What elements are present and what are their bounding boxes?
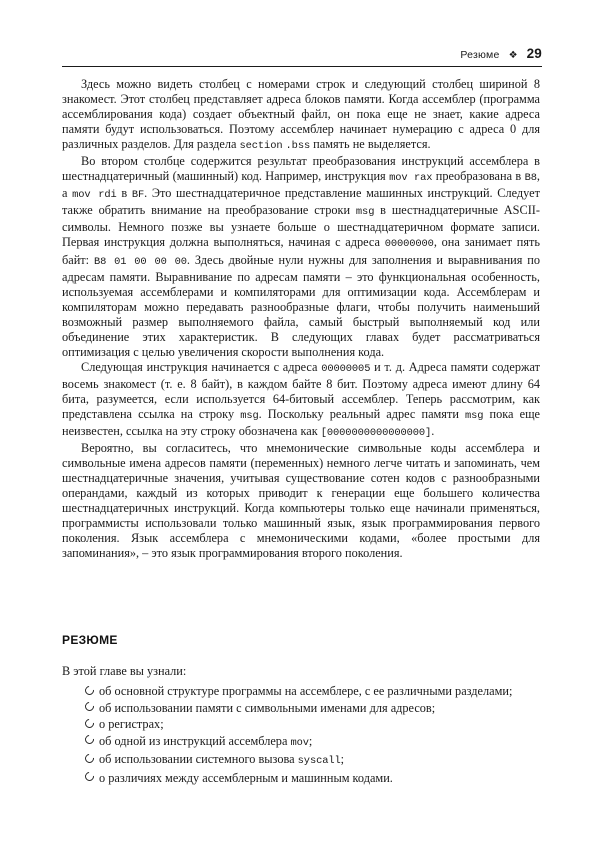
code-section: section [239,140,283,153]
paragraph-3: Следующая инструкция начинается с адреса 00000005 и т. д. Адреса памяти содержат восемь знакомест (т. е. 8 байт), в каждом байте 8 бит. Поэтому адреса имеют длину 64 бита, разумеется, если используется 64-битовый ассемблер. Теперь рассмотрим, как представлена ссылка на строку msg. Поскольку реальный адрес памяти msg пока еще неизвестен, ссылка на эту строку обозначена как [0000000000000000]. [62,359,540,440]
running-head-title: Резюме [460,49,500,61]
code-msg-2: msg [240,409,259,422]
code-mov-rdi: mov rdi [72,189,117,202]
code-bss: .bss [285,140,311,153]
list-item-label: о различиях между ассемблерным и машинным кодами. [99,770,393,785]
code-mov: mov [290,736,309,749]
code-msg-1: msg [355,206,375,219]
circle-outline-bullet-icon [83,752,96,765]
summary-heading-wrap [62,630,540,649]
code-address-placeholder: [0000000000000000] [320,427,432,440]
paragraph-2: Во втором столбце содержится результат преобразования инструкций ассемблера в шестнадцатеричный (машинный) код. Например, инструкция mov rax преобразована в B8, a mov rdi в BF. Это шестнадцатеричное представление машинных инструкций. Следует также обратить внимание на преобразование строки msg в шестнадцатеричные ASCII-символы. Немного позже вы узнаете больше о шестнадцатеричном формате записи. Первая инструкция должна выполняться, начиная с адреса 00000000, она занимает пять байт: B8 01 00 00 00. Здесь двойные нули нужны для заполнения и выравнивания по адресам памяти. Выравнивание по адресам памяти – это функциональная особенность, используемая ассемблерами и компиляторами для оптимизации кода. Ассемблерам и компиляторам можно передавать разнообразные флаги, чтобы получить наименьший возможный размер выполняемого файла, самый быстрый выполняемый код или объединение этих характеристик. В следующих главах будет рассматриваться оптимизация с целью увеличения скорости выполнения кода. [62,154,540,359]
list-item-label: об одной из инструкций ассемблера mov; [99,733,313,749]
list-item [62,752,540,769]
ornament-icon: ❖ [508,49,518,61]
code-mov-rax: mov rax [389,172,433,185]
header-rule [62,66,542,67]
summary-lede: В этой главе вы узнали: [62,664,187,678]
summary-list [62,684,540,787]
circle-outline-bullet-icon [83,700,96,713]
list-item-label: о регистрах; [99,717,164,732]
circle-outline-bullet-icon [83,770,96,783]
code-bf: BF [131,189,145,202]
code-bytes-b8-01-00-00-00: B8 01 00 00 00 [93,255,187,268]
body-text [62,77,540,561]
circle-outline-bullet-icon [83,733,96,746]
list-item [62,771,540,786]
code-syscall: syscall [297,755,341,768]
page-number: 29 [526,46,542,61]
running-head [62,46,542,61]
page-title: резюме [62,630,118,648]
list-item [62,701,540,716]
list-item-label: об основной структуре программы на ассемблере, с ее различными разделами; [99,684,513,698]
paragraph-1: Здесь можно видеть столбец с номерами строк и следующий столбец шириной 8 знакомест. Этот столбец представляет адреса блоков памяти. Когда ассемблер (программа ассемблирования кода) создает объектный файл, он пока еще не знает, какие адреса памяти будут использоваться. Поэтому ассемблер начинает нумерацию с адреса 0 для различных разделов. Для раздела section .bss память не выделяется. [62,77,540,153]
code-b8: B8 [524,172,537,185]
list-item-label: об использовании памяти с символьными именами для адресов; [99,700,436,715]
list-item-label: об использовании системного вызова syscall; [99,752,345,768]
code-msg-3: msg [465,409,484,422]
circle-outline-bullet-icon [83,684,96,697]
list-item [62,684,540,699]
code-address-00000005: 00000005 [321,362,371,375]
code-address-00000000: 00000000 [384,238,434,251]
paragraph-1-text: Здесь можно видеть столбец с номерами строк и следующий столбец шириной 8 знакомест. Этот столбец представляет адреса блоков памяти. Когда ассемблер (программа ассемблирования кода) создает объектный файл, он пока еще не знает, какие адреса памяти будут использоваться. Поэтому ассемблер начинает нумерацию с адреса 0 для различных разделов. Для раздела [62,77,540,152]
circle-outline-bullet-icon [83,717,96,730]
paragraph-4: Вероятно, вы согласитесь, что мнемонические символьные коды ассемблера и символьные имена адресов памяти (переменных) немного легче читать и запоминать, чем шестнадцатеричные значения, учитывая существование сотен кодов с разнообразными операндами, каждый из которых приводит к генерации еще большего количества шестнадцатеричных инструкций. Когда компьютеры только еще начинали применяться, программисты использовали только машинный язык, язык программирования первого поколения. Язык ассемблера с мнемоническими кодами, «более простыми для запоминания», – это язык программирования второго поколения. [62,441,540,561]
list-item [62,734,540,751]
list-item [62,717,540,732]
